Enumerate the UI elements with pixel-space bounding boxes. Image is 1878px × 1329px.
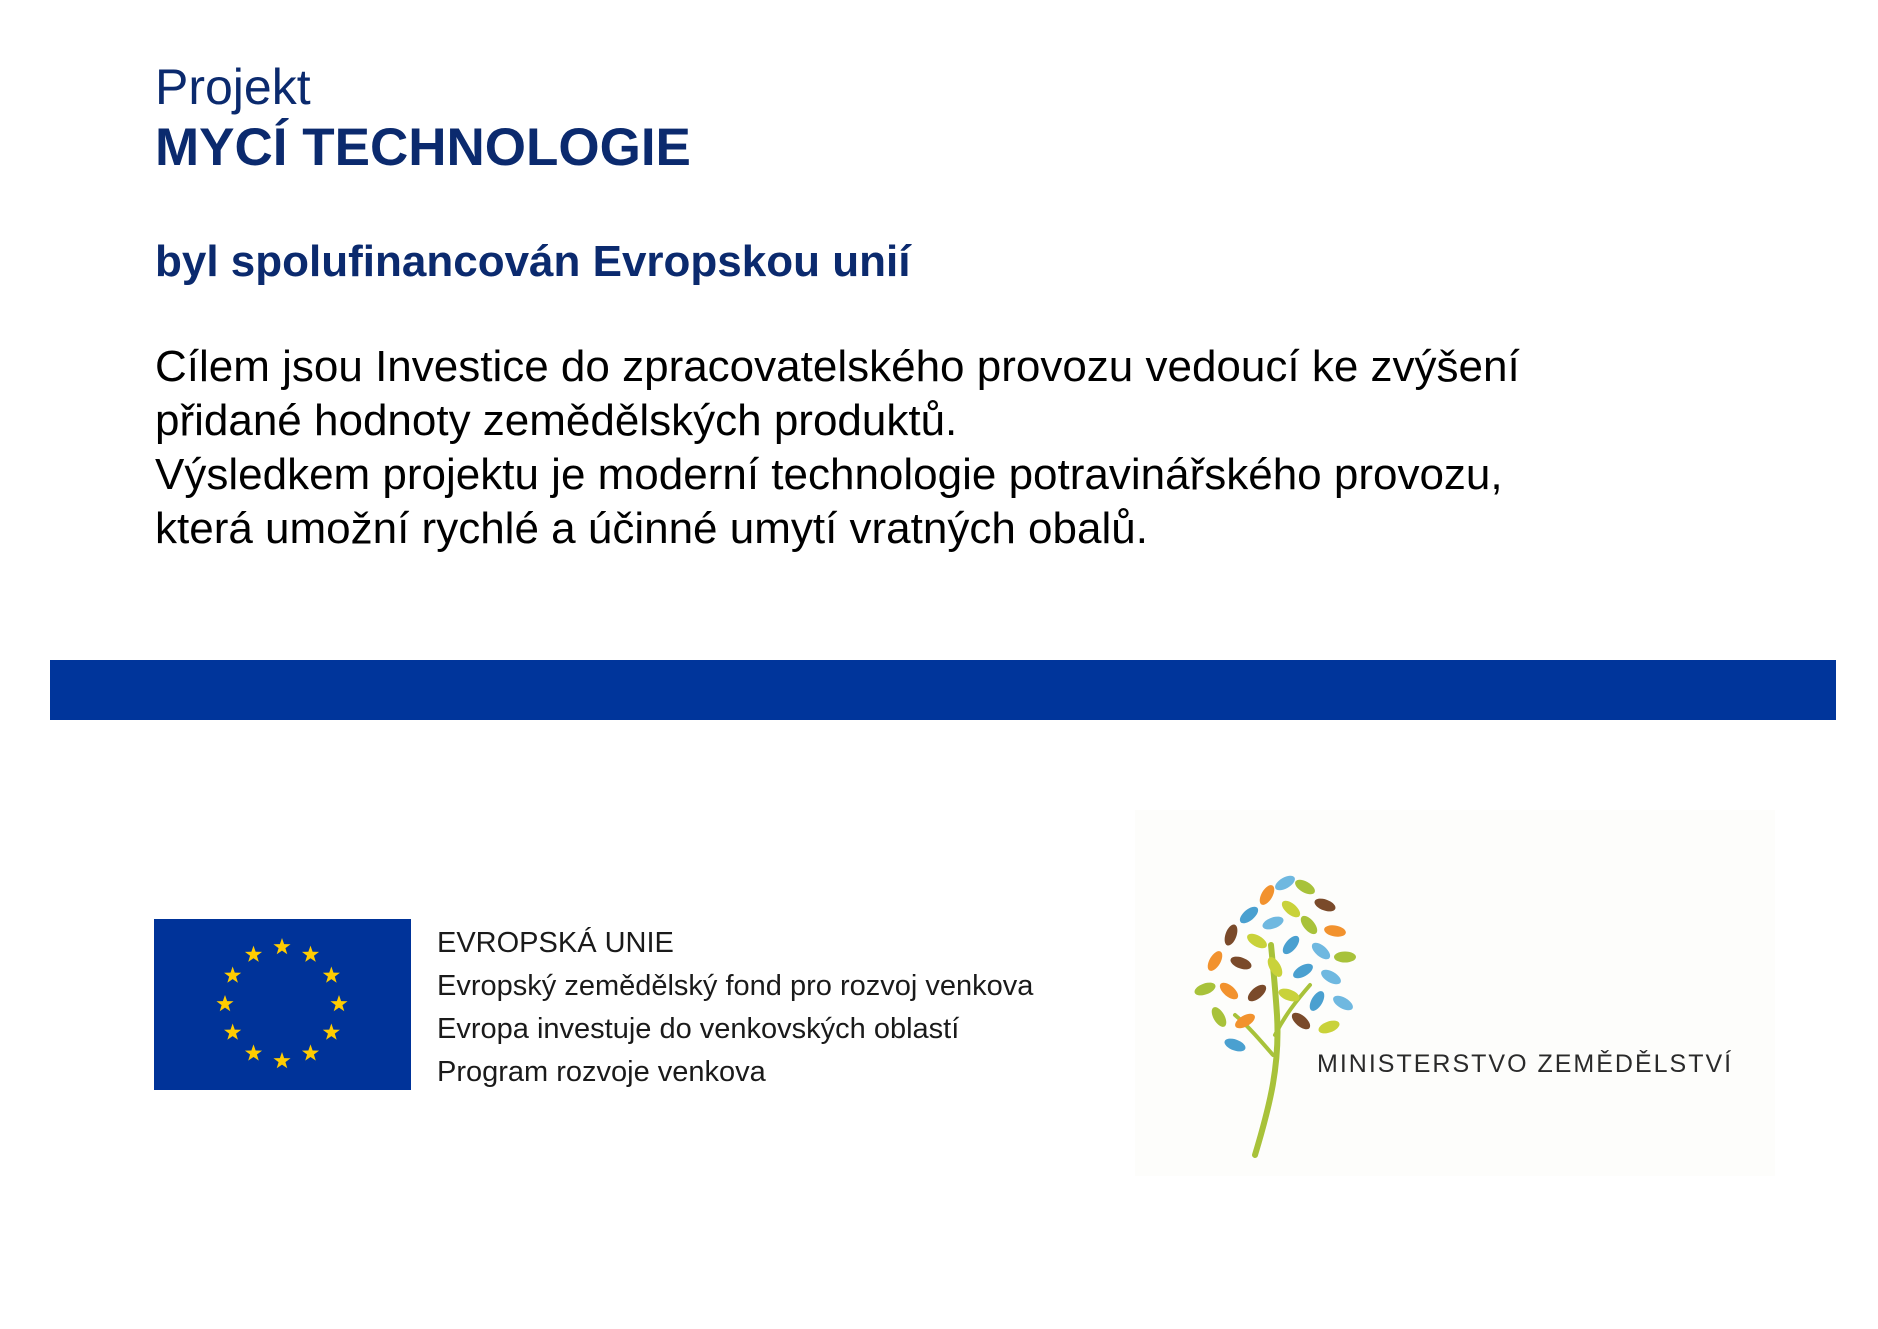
eu-star-icon — [245, 946, 262, 962]
eu-text-line: Program rozvoje venkova — [437, 1056, 766, 1088]
leaf-icon — [1313, 896, 1337, 914]
eu-flag-logo — [154, 919, 411, 1090]
eu-text-line: EVROPSKÁ UNIE — [437, 927, 674, 959]
cofinancing-statement: byl spolufinancován Evropskou unií — [155, 237, 911, 286]
leaf-icon — [1229, 954, 1253, 972]
eu-star-icon — [302, 1044, 319, 1060]
ministry-name: MINISTERSTVO ZEMĚDĚLSTVÍ — [1317, 1050, 1734, 1078]
eu-star-icon — [216, 995, 233, 1011]
eu-star-icon — [323, 1024, 340, 1040]
description-line: která umožní rychlé a účinné umytí vratných obalů. — [155, 504, 1148, 553]
tree-icon — [1185, 865, 1365, 1165]
leaf-icon — [1289, 1010, 1313, 1033]
eu-text-line: Evropský zemědělský fond pro rozvoj venkova — [437, 970, 1034, 1002]
description-line: přidané hodnoty zemědělských produktů. — [155, 396, 958, 445]
eu-star-icon — [224, 967, 241, 983]
divider-bar — [50, 660, 1836, 720]
description-line: Výsledkem projektu je moderní technologie potravinářského provozu, — [155, 450, 1503, 499]
description-line: Cílem jsou Investice do zpracovatelského provozu vedoucí ke zvýšení — [155, 342, 1520, 391]
eu-star-icon — [273, 1052, 290, 1068]
leaf-icon — [1223, 1036, 1247, 1054]
leaf-icon — [1245, 931, 1270, 952]
leaf-icon — [1273, 873, 1298, 894]
eu-star-icon — [302, 946, 319, 962]
leaf-icon — [1319, 967, 1344, 988]
leaf-icon — [1209, 1005, 1230, 1030]
leaf-icon — [1257, 883, 1278, 908]
leaf-icon — [1291, 961, 1316, 982]
project-label: Projekt — [155, 59, 311, 115]
leaf-icon — [1217, 980, 1241, 1003]
leaf-icon — [1205, 949, 1226, 974]
leaf-icon — [1309, 940, 1333, 963]
eu-star-icon — [330, 995, 347, 1011]
eu-star-icon — [245, 1044, 262, 1060]
leaf-icon — [1323, 924, 1347, 939]
leaf-icon — [1331, 993, 1356, 1014]
leaf-icon — [1293, 877, 1318, 898]
leaf-icon — [1280, 933, 1303, 957]
leaf-icon — [1193, 980, 1217, 998]
ministry-logo — [1135, 810, 1775, 1176]
eu-star-icon — [323, 967, 340, 983]
eu-text-line: Evropa investuje do venkovských oblastí — [437, 1013, 960, 1045]
eu-star-icon — [273, 938, 290, 954]
leaf-icon — [1245, 982, 1269, 1005]
eu-funding-text — [437, 922, 1033, 1094]
leaf-icon — [1222, 923, 1240, 947]
leaf-icon — [1261, 914, 1285, 932]
project-description — [155, 340, 1795, 556]
leaf-icon — [1237, 904, 1261, 927]
leaf-icon — [1279, 898, 1303, 921]
leaf-icon — [1298, 913, 1321, 937]
eu-star-icon — [224, 1024, 241, 1040]
leaf-icon — [1334, 952, 1356, 963]
project-title: MYCÍ TECHNOLOGIE — [155, 118, 691, 177]
leaf-icon — [1317, 1018, 1341, 1036]
eu-stars-icon — [154, 919, 411, 1090]
leaf-icon — [1307, 989, 1328, 1014]
